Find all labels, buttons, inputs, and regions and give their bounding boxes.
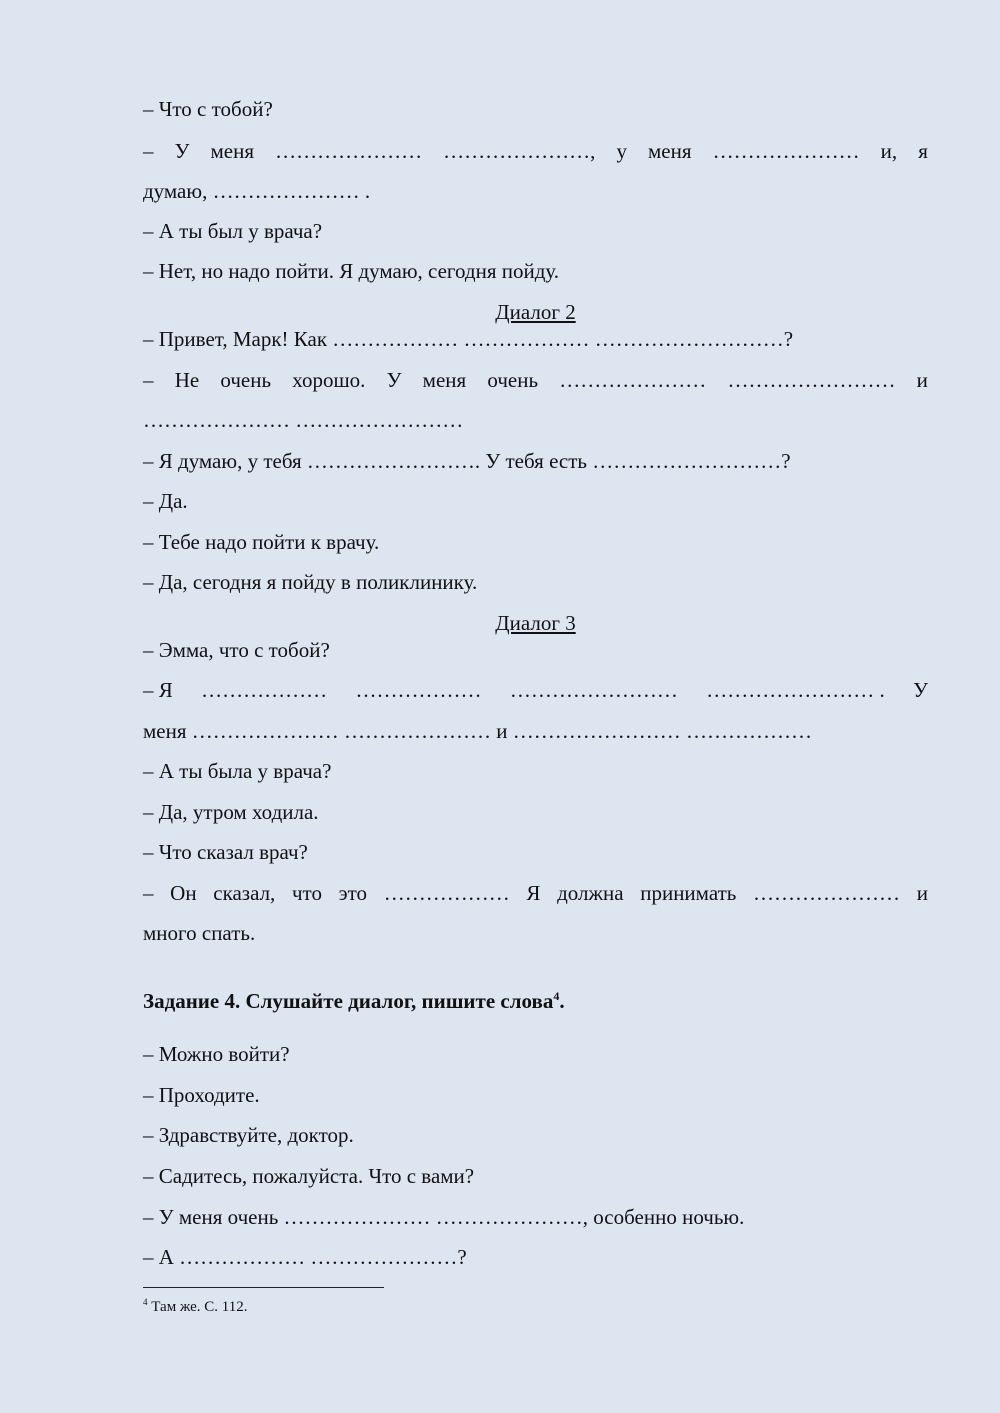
word: и — [916, 881, 928, 905]
word: хорошо. — [292, 368, 366, 392]
dialog2-line-2 — [143, 366, 928, 394]
footnote-separator — [143, 1287, 384, 1288]
task4-line-6: – А ……………… …………………? — [143, 1245, 467, 1269]
dialog3-line-2 — [143, 676, 928, 704]
word: у — [616, 139, 627, 163]
word: – Я — [143, 678, 173, 702]
dialog3-title: Диалог 3 — [495, 611, 576, 635]
task4-line-1: – Можно войти? — [143, 1042, 290, 1066]
dialog3-line-4: – А ты была у врача? — [143, 759, 332, 783]
word: У — [913, 678, 928, 702]
footnote-mark: 4 — [143, 1297, 148, 1307]
dialog1-line-2 — [143, 137, 928, 165]
word: что — [291, 881, 322, 905]
dialog3-line-8: много спать. — [143, 921, 256, 945]
dialog2-title: Диалог 2 — [495, 300, 576, 324]
word: – — [143, 881, 154, 905]
word: ………………… — [753, 881, 901, 905]
dialog2-line-7: – Да, сегодня я пойду в поликлинику. — [143, 570, 478, 594]
dialog1-line-5: – Нет, но надо пойти. Я думаю, сегодня пойду. — [143, 259, 560, 283]
word: …………………, — [443, 139, 596, 163]
dialog3-line-3: меня ………………… ………………… и …………………… ……………… — [143, 719, 812, 743]
task4-heading-text: Задание 4. Слушайте диалог, пишите слова — [143, 989, 554, 1013]
task4-line-5: – У меня очень ………………… …………………, особенно ночью. — [143, 1205, 745, 1229]
dialog3-line-7 — [143, 879, 928, 907]
word: Он — [170, 881, 197, 905]
dialog2-line-3: ………………… …………………… — [143, 408, 464, 432]
dialog2-line-6: – Тебе надо пойти к врачу. — [143, 530, 380, 554]
word: У — [386, 368, 402, 392]
footnote — [143, 1297, 247, 1317]
word: – — [143, 139, 154, 163]
word: ……………… — [383, 881, 510, 905]
task4-line-2: – Проходите. — [143, 1083, 260, 1107]
dialog1-line-1: – Что с тобой? — [143, 97, 273, 121]
word: очень — [220, 368, 272, 392]
word: …………………… — [727, 368, 896, 392]
word: – — [143, 368, 154, 392]
dialog1-line-4: – А ты был у врача? — [143, 219, 323, 243]
word: я — [918, 139, 928, 163]
dialog2-line-4: – Я думаю, у тебя ……………………. У тебя есть ………………………? — [143, 449, 791, 473]
word: Я — [526, 881, 541, 905]
dialog3-line-5: – Да, утром ходила. — [143, 800, 319, 824]
word: сказал, — [213, 881, 276, 905]
word: …………………… — [509, 678, 678, 702]
word: и — [916, 368, 928, 392]
word: должна — [557, 881, 624, 905]
word: и, — [880, 139, 898, 163]
word: ……………… — [355, 678, 482, 702]
dialog1-line-3: думаю, ………………… . — [143, 179, 371, 203]
task4-heading — [143, 987, 928, 1015]
word: это — [338, 881, 368, 905]
word: ………………… — [712, 139, 860, 163]
word: меня — [210, 139, 255, 163]
footnote-ref: 4 — [553, 989, 560, 1003]
word: меня — [422, 368, 467, 392]
word: …………………… . — [706, 678, 885, 702]
task4-line-4: – Садитесь, пожалуйста. Что с вами? — [143, 1164, 475, 1188]
word: меня — [648, 139, 692, 163]
word: ………………… — [559, 368, 707, 392]
word: У — [174, 139, 190, 163]
word: ………………… — [275, 139, 423, 163]
word: ……………… — [201, 678, 328, 702]
footnote-text: Там же. С. 112. — [147, 1299, 248, 1315]
dialog2-line-5: – Да. — [143, 489, 188, 513]
word: принимать — [640, 881, 737, 905]
dialog3-line-6: – Что сказал врач? — [143, 840, 308, 864]
word: Не — [174, 368, 200, 392]
dialog3-line-1: – Эмма, что с тобой? — [143, 638, 330, 662]
dialog2-line-1: – Привет, Марк! Как ……………… ……………… ………………………? — [143, 327, 794, 351]
word: очень — [487, 368, 539, 392]
task4-heading-end: . — [559, 989, 565, 1013]
task4-line-3: – Здравствуйте, доктор. — [143, 1123, 354, 1147]
